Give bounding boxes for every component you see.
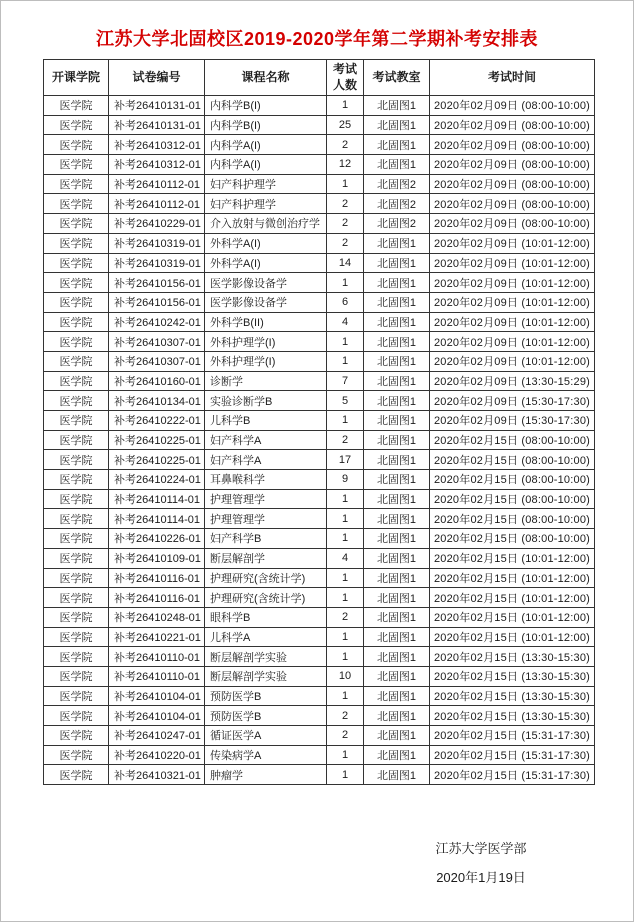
- cell-exam-time: 2020年02月09日 (08:00-10:00): [430, 155, 595, 175]
- cell-exam-time: 2020年02月15日 (08:00-10:00): [430, 489, 595, 509]
- table-row: [44, 568, 595, 588]
- cell-exam-room: 北固图2: [364, 174, 430, 194]
- cell-student-count: 2: [327, 135, 364, 155]
- cell-college: 医学院: [44, 253, 109, 273]
- cell-exam-room: 北固图1: [364, 765, 430, 785]
- table-row: [44, 548, 595, 568]
- cell-course-name: 循证医学A: [205, 726, 327, 746]
- cell-exam-room: 北固图1: [364, 588, 430, 608]
- cell-course-name: 诊断学: [205, 371, 327, 391]
- cell-student-count: 2: [327, 726, 364, 746]
- cell-exam-room: 北固图1: [364, 155, 430, 175]
- cell-exam-time: 2020年02月15日 (13:30-15:30): [430, 706, 595, 726]
- table-row: [44, 509, 595, 529]
- cell-college: 医学院: [44, 607, 109, 627]
- cell-exam-time: 2020年02月09日 (08:00-10:00): [430, 135, 595, 155]
- cell-exam-time: 2020年02月15日 (10:01-12:00): [430, 607, 595, 627]
- cell-student-count: 17: [327, 450, 364, 470]
- cell-college: 医学院: [44, 745, 109, 765]
- cell-paper-no: 补考26410224-01: [109, 470, 205, 490]
- cell-paper-no: 补考26410112-01: [109, 194, 205, 214]
- cell-student-count: 2: [327, 233, 364, 253]
- cell-exam-time: 2020年02月15日 (13:30-15:30): [430, 666, 595, 686]
- table-row: [44, 726, 595, 746]
- cell-exam-time: 2020年02月09日 (15:30-17:30): [430, 391, 595, 411]
- cell-paper-no: 补考26410247-01: [109, 726, 205, 746]
- cell-exam-time: 2020年02月09日 (15:30-17:30): [430, 411, 595, 431]
- cell-exam-time: 2020年02月15日 (13:30-15:30): [430, 647, 595, 667]
- cell-exam-time: 2020年02月09日 (10:01-12:00): [430, 332, 595, 352]
- footer: [373, 839, 589, 888]
- cell-exam-time: 2020年02月15日 (08:00-10:00): [430, 430, 595, 450]
- cell-course-name: 传染病学A: [205, 745, 327, 765]
- table-row: [44, 666, 595, 686]
- cell-college: 医学院: [44, 509, 109, 529]
- cell-student-count: 1: [327, 273, 364, 293]
- cell-exam-room: 北固图1: [364, 489, 430, 509]
- table-row: [44, 96, 595, 116]
- cell-course-name: 妇产科学A: [205, 430, 327, 450]
- table-row: [44, 627, 595, 647]
- cell-student-count: 2: [327, 430, 364, 450]
- table-row: [44, 607, 595, 627]
- cell-exam-time: 2020年02月15日 (10:01-12:00): [430, 588, 595, 608]
- cell-exam-room: 北固图1: [364, 96, 430, 116]
- cell-student-count: 9: [327, 470, 364, 490]
- table-row: [44, 292, 595, 312]
- cell-college: 医学院: [44, 214, 109, 234]
- cell-student-count: 1: [327, 745, 364, 765]
- cell-course-name: 内科学A(I): [205, 155, 327, 175]
- cell-paper-no: 补考26410307-01: [109, 332, 205, 352]
- column-header-course-name: 课程名称: [205, 60, 327, 96]
- cell-course-name: 妇产科护理学: [205, 194, 327, 214]
- cell-exam-time: 2020年02月09日 (10:01-12:00): [430, 312, 595, 332]
- cell-course-name: 外科护理学(I): [205, 332, 327, 352]
- cell-course-name: 实验诊断学B: [205, 391, 327, 411]
- cell-college: 医学院: [44, 706, 109, 726]
- cell-course-name: 预防医学B: [205, 706, 327, 726]
- table-row: [44, 351, 595, 371]
- cell-paper-no: 补考26410225-01: [109, 450, 205, 470]
- cell-exam-time: 2020年02月15日 (10:01-12:00): [430, 548, 595, 568]
- cell-exam-room: 北固图2: [364, 214, 430, 234]
- table-row: [44, 391, 595, 411]
- cell-college: 医学院: [44, 548, 109, 568]
- cell-student-count: 10: [327, 666, 364, 686]
- table-row: [44, 273, 595, 293]
- table-row: [44, 489, 595, 509]
- cell-exam-room: 北固图1: [364, 470, 430, 490]
- cell-student-count: 25: [327, 115, 364, 135]
- cell-paper-no: 补考26410225-01: [109, 430, 205, 450]
- footer-date: 2020年1月19日: [436, 870, 526, 885]
- cell-student-count: 6: [327, 292, 364, 312]
- cell-course-name: 护理研究(含统计学): [205, 588, 327, 608]
- table-row: [44, 647, 595, 667]
- cell-college: 医学院: [44, 194, 109, 214]
- cell-course-name: 外科学B(II): [205, 312, 327, 332]
- cell-exam-room: 北固图1: [364, 450, 430, 470]
- cell-exam-time: 2020年02月09日 (13:30-15:29): [430, 371, 595, 391]
- cell-college: 医学院: [44, 666, 109, 686]
- cell-paper-no: 补考26410116-01: [109, 568, 205, 588]
- cell-course-name: 医学影像设备学: [205, 292, 327, 312]
- cell-exam-room: 北固图1: [364, 686, 430, 706]
- cell-college: 医学院: [44, 568, 109, 588]
- cell-course-name: 外科学A(I): [205, 253, 327, 273]
- table-row: [44, 253, 595, 273]
- cell-exam-time: 2020年02月15日 (10:01-12:00): [430, 627, 595, 647]
- table-row: [44, 155, 595, 175]
- cell-exam-room: 北固图1: [364, 371, 430, 391]
- column-header-student-count: 考试人数: [327, 60, 364, 96]
- cell-course-name: 妇产科学A: [205, 450, 327, 470]
- cell-exam-room: 北固图1: [364, 351, 430, 371]
- cell-course-name: 内科学B(I): [205, 115, 327, 135]
- cell-college: 医学院: [44, 273, 109, 293]
- cell-student-count: 5: [327, 391, 364, 411]
- cell-college: 医学院: [44, 174, 109, 194]
- cell-exam-time: 2020年02月09日 (08:00-10:00): [430, 96, 595, 116]
- cell-college: 医学院: [44, 233, 109, 253]
- cell-course-name: 内科学A(I): [205, 135, 327, 155]
- cell-student-count: 1: [327, 627, 364, 647]
- cell-student-count: 1: [327, 351, 364, 371]
- cell-exam-time: 2020年02月15日 (10:01-12:00): [430, 568, 595, 588]
- table-row: [44, 430, 595, 450]
- table-row: [44, 450, 595, 470]
- cell-exam-room: 北固图1: [364, 647, 430, 667]
- cell-exam-room: 北固图1: [364, 430, 430, 450]
- cell-paper-no: 补考26410131-01: [109, 96, 205, 116]
- cell-course-name: 外科学A(I): [205, 233, 327, 253]
- table-row: [44, 529, 595, 549]
- cell-college: 医学院: [44, 765, 109, 785]
- cell-paper-no: 补考26410134-01: [109, 391, 205, 411]
- cell-exam-time: 2020年02月09日 (10:01-12:00): [430, 292, 595, 312]
- cell-exam-time: 2020年02月15日 (08:00-10:00): [430, 509, 595, 529]
- cell-college: 医学院: [44, 647, 109, 667]
- cell-paper-no: 补考26410248-01: [109, 607, 205, 627]
- cell-exam-time: 2020年02月09日 (08:00-10:00): [430, 214, 595, 234]
- cell-paper-no: 补考26410319-01: [109, 253, 205, 273]
- cell-course-name: 护理研究(含统计学): [205, 568, 327, 588]
- cell-exam-room: 北固图1: [364, 529, 430, 549]
- cell-college: 医学院: [44, 96, 109, 116]
- cell-student-count: 1: [327, 568, 364, 588]
- footer-department: 江苏大学医学部: [435, 841, 527, 856]
- cell-student-count: 2: [327, 194, 364, 214]
- table-row: [44, 765, 595, 785]
- cell-paper-no: 补考26410220-01: [109, 745, 205, 765]
- cell-college: 医学院: [44, 135, 109, 155]
- cell-paper-no: 补考26410156-01: [109, 273, 205, 293]
- cell-exam-time: 2020年02月15日 (08:00-10:00): [430, 529, 595, 549]
- cell-exam-time: 2020年02月15日 (13:30-15:30): [430, 686, 595, 706]
- cell-paper-no: 补考26410114-01: [109, 489, 205, 509]
- cell-course-name: 护理管理学: [205, 489, 327, 509]
- cell-exam-room: 北固图1: [364, 509, 430, 529]
- cell-student-count: 14: [327, 253, 364, 273]
- cell-college: 医学院: [44, 332, 109, 352]
- cell-exam-time: 2020年02月15日 (08:00-10:00): [430, 450, 595, 470]
- cell-college: 医学院: [44, 430, 109, 450]
- cell-paper-no: 补考26410319-01: [109, 233, 205, 253]
- table-row: [44, 115, 595, 135]
- cell-paper-no: 补考26410131-01: [109, 115, 205, 135]
- cell-paper-no: 补考26410116-01: [109, 588, 205, 608]
- table-row: [44, 332, 595, 352]
- table-row: [44, 411, 595, 431]
- table-row: [44, 233, 595, 253]
- cell-paper-no: 补考26410104-01: [109, 686, 205, 706]
- cell-exam-room: 北固图1: [364, 233, 430, 253]
- cell-course-name: 护理管理学: [205, 509, 327, 529]
- cell-college: 医学院: [44, 450, 109, 470]
- column-header-college: 开课学院: [44, 60, 109, 96]
- cell-paper-no: 补考26410229-01: [109, 214, 205, 234]
- cell-exam-room: 北固图1: [364, 568, 430, 588]
- cell-student-count: 1: [327, 332, 364, 352]
- table-row: [44, 312, 595, 332]
- cell-student-count: 2: [327, 214, 364, 234]
- cell-exam-time: 2020年02月15日 (15:31-17:30): [430, 726, 595, 746]
- cell-student-count: 2: [327, 706, 364, 726]
- cell-course-name: 介入放射与微创治疗学: [205, 214, 327, 234]
- cell-paper-no: 补考26410156-01: [109, 292, 205, 312]
- cell-exam-room: 北固图1: [364, 312, 430, 332]
- cell-course-name: 断层解剖学: [205, 548, 327, 568]
- cell-student-count: 1: [327, 647, 364, 667]
- cell-student-count: 4: [327, 548, 364, 568]
- cell-paper-no: 补考26410222-01: [109, 411, 205, 431]
- cell-course-name: 耳鼻喉科学: [205, 470, 327, 490]
- table-row: [44, 371, 595, 391]
- cell-student-count: 7: [327, 371, 364, 391]
- cell-exam-time: 2020年02月15日 (15:31-17:30): [430, 745, 595, 765]
- cell-exam-room: 北固图1: [364, 726, 430, 746]
- cell-college: 医学院: [44, 627, 109, 647]
- cell-exam-room: 北固图1: [364, 332, 430, 352]
- cell-college: 医学院: [44, 726, 109, 746]
- table-row: [44, 686, 595, 706]
- cell-course-name: 预防医学B: [205, 686, 327, 706]
- cell-exam-time: 2020年02月09日 (10:01-12:00): [430, 273, 595, 293]
- table-row: [44, 194, 595, 214]
- page-title: 江苏大学北固校区2019-2020学年第二学期补考安排表: [95, 29, 539, 49]
- cell-college: 医学院: [44, 391, 109, 411]
- cell-student-count: 2: [327, 607, 364, 627]
- cell-student-count: 1: [327, 174, 364, 194]
- cell-college: 医学院: [44, 411, 109, 431]
- cell-course-name: 肿瘤学: [205, 765, 327, 785]
- cell-student-count: 1: [327, 509, 364, 529]
- cell-college: 医学院: [44, 292, 109, 312]
- cell-exam-room: 北固图1: [364, 411, 430, 431]
- cell-exam-room: 北固图1: [364, 115, 430, 135]
- cell-course-name: 断层解剖学实验: [205, 647, 327, 667]
- cell-college: 医学院: [44, 529, 109, 549]
- cell-paper-no: 补考26410242-01: [109, 312, 205, 332]
- cell-student-count: 4: [327, 312, 364, 332]
- cell-course-name: 内科学B(I): [205, 96, 327, 116]
- cell-exam-time: 2020年02月09日 (08:00-10:00): [430, 174, 595, 194]
- cell-paper-no: 补考26410226-01: [109, 529, 205, 549]
- cell-college: 医学院: [44, 470, 109, 490]
- cell-exam-room: 北固图1: [364, 548, 430, 568]
- exam-schedule-table: [43, 59, 595, 785]
- cell-college: 医学院: [44, 588, 109, 608]
- cell-student-count: 1: [327, 686, 364, 706]
- table-row: [44, 745, 595, 765]
- cell-student-count: 1: [327, 588, 364, 608]
- table-row: [44, 706, 595, 726]
- cell-exam-room: 北固图1: [364, 666, 430, 686]
- cell-exam-room: 北固图1: [364, 745, 430, 765]
- cell-course-name: 医学影像设备学: [205, 273, 327, 293]
- cell-exam-room: 北固图1: [364, 627, 430, 647]
- cell-paper-no: 补考26410307-01: [109, 351, 205, 371]
- column-header-paper-no: 试卷编号: [109, 60, 205, 96]
- cell-college: 医学院: [44, 115, 109, 135]
- cell-paper-no: 补考26410110-01: [109, 647, 205, 667]
- cell-paper-no: 补考26410160-01: [109, 371, 205, 391]
- cell-exam-time: 2020年02月09日 (10:01-12:00): [430, 351, 595, 371]
- cell-student-count: 1: [327, 411, 364, 431]
- cell-paper-no: 补考26410312-01: [109, 155, 205, 175]
- cell-college: 医学院: [44, 686, 109, 706]
- cell-college: 医学院: [44, 312, 109, 332]
- cell-exam-time: 2020年02月15日 (08:00-10:00): [430, 470, 595, 490]
- table-row: [44, 214, 595, 234]
- cell-student-count: 12: [327, 155, 364, 175]
- cell-course-name: 眼科学B: [205, 607, 327, 627]
- cell-exam-time: 2020年02月15日 (15:31-17:30): [430, 765, 595, 785]
- cell-exam-room: 北固图1: [364, 292, 430, 312]
- cell-student-count: 1: [327, 529, 364, 549]
- cell-paper-no: 补考26410321-01: [109, 765, 205, 785]
- table-row: [44, 470, 595, 490]
- cell-course-name: 儿科学B: [205, 411, 327, 431]
- cell-exam-room: 北固图1: [364, 706, 430, 726]
- cell-exam-time: 2020年02月09日 (10:01-12:00): [430, 253, 595, 273]
- column-header-exam-time: 考试时间: [430, 60, 595, 96]
- cell-exam-room: 北固图2: [364, 194, 430, 214]
- cell-paper-no: 补考26410312-01: [109, 135, 205, 155]
- header-row: [44, 60, 595, 96]
- cell-exam-room: 北固图1: [364, 253, 430, 273]
- cell-student-count: 1: [327, 489, 364, 509]
- cell-exam-room: 北固图1: [364, 273, 430, 293]
- cell-student-count: 1: [327, 765, 364, 785]
- cell-college: 医学院: [44, 371, 109, 391]
- cell-paper-no: 补考26410112-01: [109, 174, 205, 194]
- cell-exam-room: 北固图1: [364, 607, 430, 627]
- cell-paper-no: 补考26410110-01: [109, 666, 205, 686]
- cell-course-name: 外科护理学(I): [205, 351, 327, 371]
- table-row: [44, 588, 595, 608]
- cell-paper-no: 补考26410104-01: [109, 706, 205, 726]
- cell-exam-room: 北固图1: [364, 391, 430, 411]
- table-row: [44, 174, 595, 194]
- cell-course-name: 妇产科护理学: [205, 174, 327, 194]
- cell-college: 医学院: [44, 351, 109, 371]
- cell-course-name: 妇产科学B: [205, 529, 327, 549]
- cell-paper-no: 补考26410109-01: [109, 548, 205, 568]
- cell-exam-time: 2020年02月09日 (08:00-10:00): [430, 194, 595, 214]
- cell-course-name: 断层解剖学实验: [205, 666, 327, 686]
- cell-exam-time: 2020年02月09日 (10:01-12:00): [430, 233, 595, 253]
- column-header-exam-room: 考试教室: [364, 60, 430, 96]
- cell-student-count: 1: [327, 96, 364, 116]
- cell-course-name: 儿科学A: [205, 627, 327, 647]
- cell-college: 医学院: [44, 489, 109, 509]
- cell-exam-room: 北固图1: [364, 135, 430, 155]
- cell-college: 医学院: [44, 155, 109, 175]
- table-row: [44, 135, 595, 155]
- cell-exam-time: 2020年02月09日 (08:00-10:00): [430, 115, 595, 135]
- cell-paper-no: 补考26410114-01: [109, 509, 205, 529]
- cell-paper-no: 补考26410221-01: [109, 627, 205, 647]
